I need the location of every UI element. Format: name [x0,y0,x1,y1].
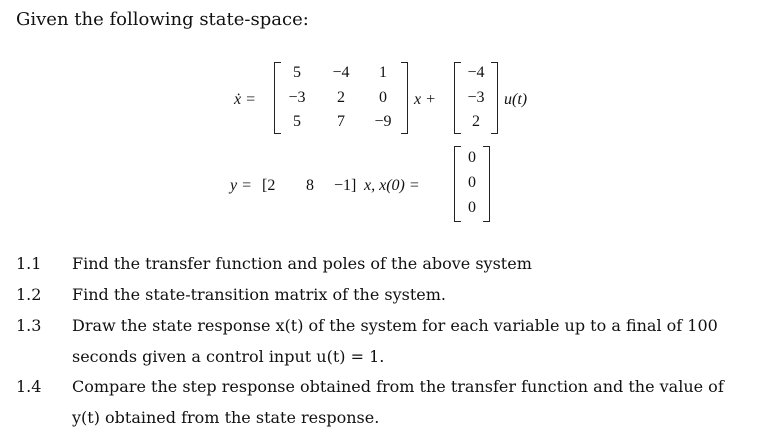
matrix-a-cell: 2 [337,89,345,106]
matrix-a-cell: 5 [293,64,301,81]
vector-b [454,62,498,134]
state-eq-lhs: ẋ = [234,91,256,108]
vector-x0 [454,146,490,222]
matrix-a-cell: −9 [374,113,392,130]
matrix-a-cell: 0 [379,89,387,106]
question-text: Find the transfer function and poles of the above system [72,254,532,273]
question-number: 1.1 [16,254,42,273]
matrix-c-open: [2 [262,177,276,194]
vector-x0-cell: 0 [468,174,476,191]
output-eq-rest: x, x(0) = [364,177,420,194]
question-text: Find the state-transition matrix of the system. [72,285,447,304]
question-text: Compare the step response obtained from the transfer function and the value of [72,377,724,396]
matrix-c-close: −1] [334,177,357,194]
matrix-a-cell: −4 [332,64,350,81]
question-text: seconds given a control input u(t) = 1. [72,347,385,366]
intro-text: Given the following state-space: [16,9,309,30]
matrix-a-cell: −3 [288,89,306,106]
vector-x0-cell: 0 [468,149,476,166]
state-eq-x-plus: x + [414,91,436,108]
matrix-a-cell: 7 [337,113,345,130]
matrix-a [274,62,408,134]
question-number: 1.4 [16,377,42,396]
vector-b-cell: 2 [472,113,480,130]
question-number: 1.3 [16,316,42,335]
matrix-a-cell: 1 [379,64,387,81]
output-eq-lhs: y = [230,177,252,194]
vector-b-cell: −4 [467,64,485,81]
question-text: y(t) obtained from the state response. [72,408,380,427]
matrix-a-cell: 5 [293,113,301,130]
matrix-c-mid: 8 [306,177,314,194]
state-eq-input: u(t) [504,91,528,108]
question-text: Draw the state response x(t) of the system for each variable up to a final of 100 [72,316,718,335]
vector-b-cell: −3 [467,89,485,106]
vector-x0-cell: 0 [468,199,476,216]
question-number: 1.2 [16,285,42,304]
